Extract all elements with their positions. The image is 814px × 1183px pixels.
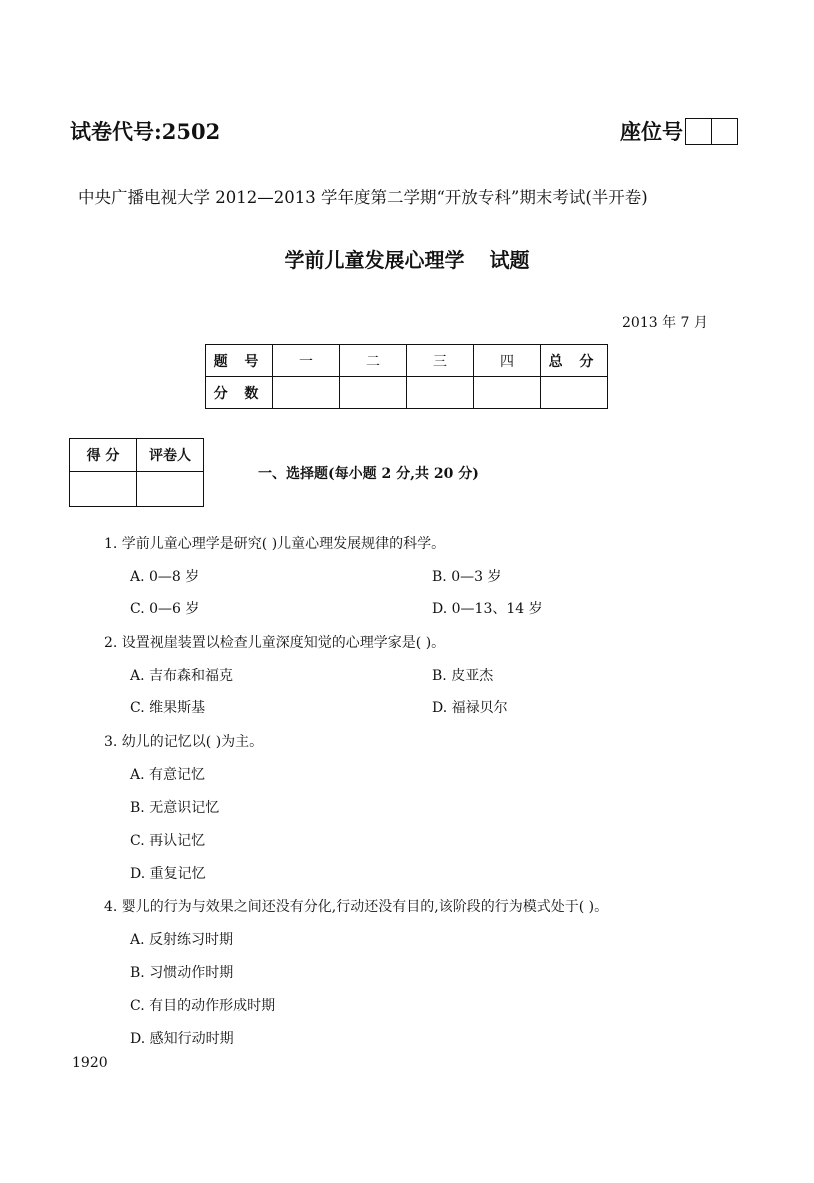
question-option[interactable]: C. 0—6 岁 <box>130 601 200 617</box>
score-input-cell[interactable] <box>273 377 340 409</box>
score-table-cell: 一 <box>273 345 340 377</box>
grader-table-cell: 得 分 <box>70 439 137 472</box>
grader-table <box>69 438 204 507</box>
question-stem: 4. 婴儿的行为与效果之间还没有分化,行动还没有目的,该阶段的行为模式处于( )。 <box>104 899 609 915</box>
grader-table-cell: 评卷人 <box>137 439 204 472</box>
score-table-cell: 四 <box>474 345 541 377</box>
question-option[interactable]: D. 0—13、14 岁 <box>432 601 543 617</box>
grader-input-cell[interactable] <box>137 472 204 507</box>
question-option[interactable]: B. 无意识记忆 <box>130 800 220 816</box>
question-option[interactable]: B. 0—3 岁 <box>432 569 502 585</box>
score-table-header-row <box>206 345 608 377</box>
question-stem: 2. 设置视崖装置以检查儿童深度知觉的心理学家是( )。 <box>104 635 446 651</box>
grader-table-header-row <box>70 439 204 472</box>
score-table-cell: 三 <box>407 345 474 377</box>
exam-date: 2013 年 7 月 <box>622 315 708 331</box>
exam-title: 中央广播电视大学 2012—2013 学年度第二学期“开放专科”期末考试(半开卷) <box>78 188 648 207</box>
question-option[interactable]: C. 有目的动作形成时期 <box>130 998 276 1014</box>
question-option[interactable]: C. 再认记忆 <box>130 833 206 849</box>
seat-box-1 <box>685 118 712 145</box>
question-option[interactable]: C. 维果斯基 <box>130 700 206 716</box>
question-option[interactable]: A. 有意记忆 <box>130 767 206 783</box>
score-table <box>205 344 608 409</box>
seat-number <box>620 116 738 146</box>
question-option[interactable]: A. 0—8 岁 <box>130 569 200 585</box>
page-number: 1920 <box>72 1055 108 1071</box>
question-stem: 1. 学前儿童心理学是研究( )儿童心理发展规律的科学。 <box>104 536 446 552</box>
score-table-cell: 二 <box>340 345 407 377</box>
question-option[interactable]: D. 福禄贝尔 <box>432 700 508 716</box>
question-option[interactable]: B. 皮亚杰 <box>432 668 494 684</box>
question-option[interactable]: A. 吉布森和福克 <box>130 668 234 684</box>
score-input-cell[interactable] <box>541 377 608 409</box>
score-table-score-row <box>206 377 608 409</box>
score-input-cell[interactable] <box>407 377 474 409</box>
question-option[interactable]: D. 感知行动时期 <box>130 1031 234 1047</box>
question-option[interactable]: D. 重复记忆 <box>130 866 206 882</box>
section-title: 一、选择题(每小题 2 分,共 20 分) <box>258 466 479 482</box>
score-table-cell: 总 分 <box>541 345 608 377</box>
subject-title: 学前儿童发展心理学 试题 <box>284 248 530 272</box>
question-stem: 3. 幼儿的记忆以( )为主。 <box>104 734 264 750</box>
paper-code: 试卷代号:2502 <box>70 119 221 144</box>
question-option[interactable]: B. 习惯动作时期 <box>130 965 234 981</box>
score-input-cell[interactable] <box>340 377 407 409</box>
question-option[interactable]: A. 反射练习时期 <box>130 932 234 948</box>
seat-boxes <box>685 118 738 145</box>
grader-table-body-row <box>70 472 204 507</box>
seat-label: 座位号 <box>620 119 683 144</box>
score-table-cell: 题 号 <box>206 345 273 377</box>
grader-input-cell[interactable] <box>70 472 137 507</box>
score-input-cell[interactable] <box>474 377 541 409</box>
score-table-cell: 分 数 <box>206 377 273 409</box>
seat-box-2 <box>712 118 738 145</box>
